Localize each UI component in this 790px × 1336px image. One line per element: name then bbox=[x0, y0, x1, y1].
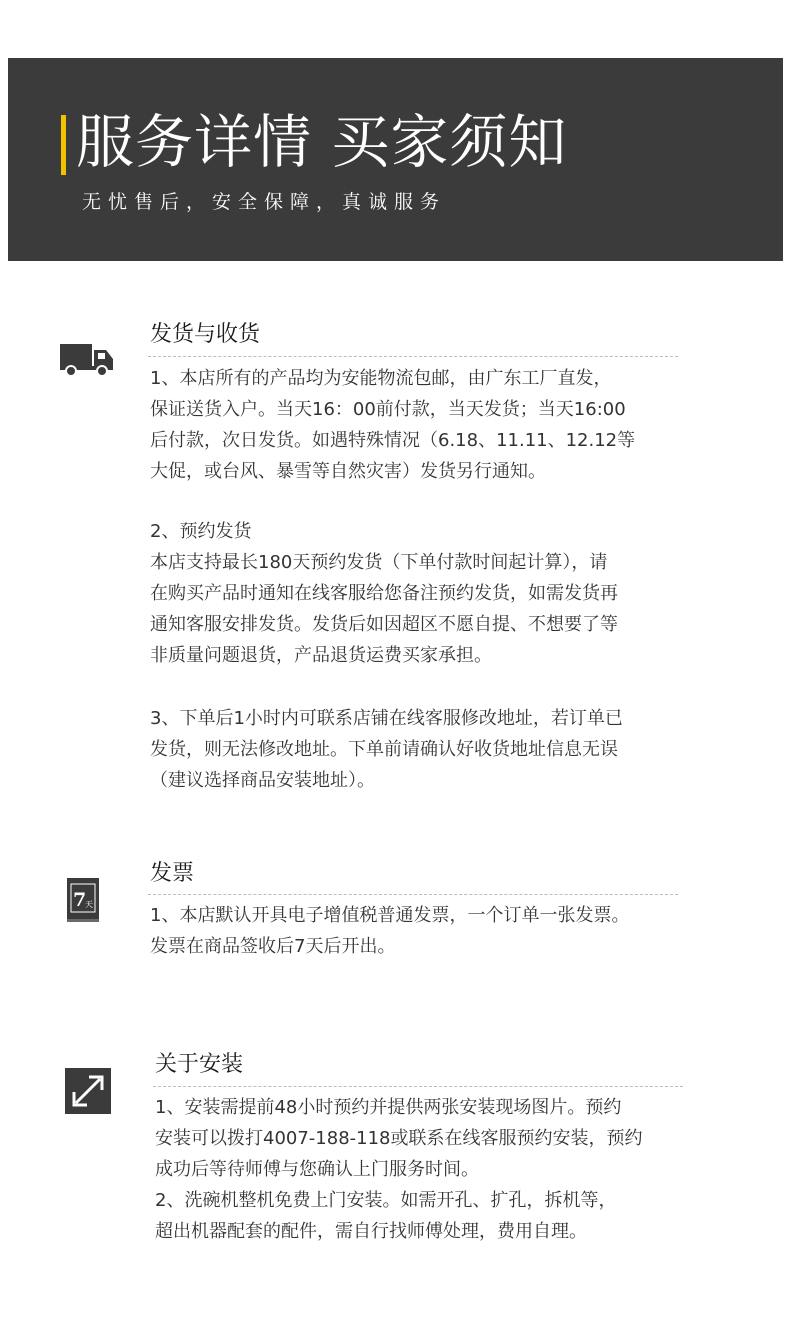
shipping-title: 发货与收货 bbox=[150, 322, 261, 347]
calendar-number: 7 bbox=[73, 889, 87, 911]
header-banner bbox=[8, 58, 783, 261]
accent-bar bbox=[61, 115, 66, 175]
text-line: 后付款，次日发货。如遇特殊情况（6.18、11.11、12.12等 bbox=[150, 430, 636, 451]
text-line: 超出机器配套的配件，需自行找师傅处理，费用自理。 bbox=[155, 1221, 587, 1242]
install-paragraph-1 bbox=[155, 1092, 643, 1247]
install-title: 关于安装 bbox=[155, 1052, 244, 1077]
shipping-divider bbox=[148, 356, 678, 357]
text-line: 非质量问题退货，产品退货运费买家承担。 bbox=[150, 645, 492, 666]
expand-arrow-icon bbox=[65, 1068, 111, 1114]
shipping-paragraph-2 bbox=[150, 516, 618, 671]
text-line: 3、下单后1小时内可联系店铺在线客服修改地址，若订单已 bbox=[150, 708, 623, 729]
text-line: 2、洗碗机整机免费上门安装。如需开孔、扩孔，拆机等， bbox=[155, 1190, 617, 1211]
shipping-paragraph-3 bbox=[150, 703, 623, 796]
text-line: 1、本店所有的产品均为安能物流包邮，由广东工厂直发， bbox=[150, 368, 612, 389]
text-line: 发票在商品签收后7天后开出。 bbox=[150, 936, 396, 957]
install-divider bbox=[153, 1086, 683, 1087]
calendar-7-days-icon bbox=[64, 875, 102, 925]
text-line: 发货，则无法修改地址。下单前请确认好收货地址信息无误 bbox=[150, 739, 618, 760]
invoice-paragraph-1 bbox=[150, 900, 629, 962]
text-line: 2、预约发货 bbox=[150, 521, 252, 542]
page-title: 服务详情 买家须知 bbox=[76, 108, 568, 176]
page-subtitle: 无忧售后，安全保障，真诚服务 bbox=[82, 191, 447, 213]
text-line: 保证送货入户。当天16：00前付款，当天发货；当天16:00 bbox=[150, 399, 626, 420]
text-line: 安装可以拨打4007-188-118或联系在线客服预约安装，预约 bbox=[155, 1128, 643, 1149]
text-line: 1、本店默认开具电子增值税普通发票，一个订单一张发票。 bbox=[150, 905, 630, 926]
text-line: （建议选择商品安装地址）。 bbox=[150, 770, 375, 791]
shipping-paragraph-1 bbox=[150, 363, 635, 487]
text-line: 通知客服安排发货。发货后如因超区不愿自提、不想要了等 bbox=[150, 614, 618, 635]
text-line: 本店支持最长180天预约发货（下单付款时间起计算），请 bbox=[150, 552, 608, 573]
text-line: 在购买产品时通知在线客服给您备注预约发货，如需发货再 bbox=[150, 583, 618, 604]
truck-icon bbox=[58, 340, 116, 378]
calendar-unit: 天 bbox=[85, 900, 93, 909]
text-line: 1、安装需提前48小时预约并提供两张安装现场图片。预约 bbox=[155, 1097, 622, 1118]
text-line: 成功后等待师傅与您确认上门服务时间。 bbox=[155, 1159, 479, 1180]
invoice-divider bbox=[148, 894, 678, 895]
text-line: 大促，或台风、暴雪等自然灾害）发货另行通知。 bbox=[150, 461, 546, 482]
invoice-title: 发票 bbox=[150, 861, 195, 886]
